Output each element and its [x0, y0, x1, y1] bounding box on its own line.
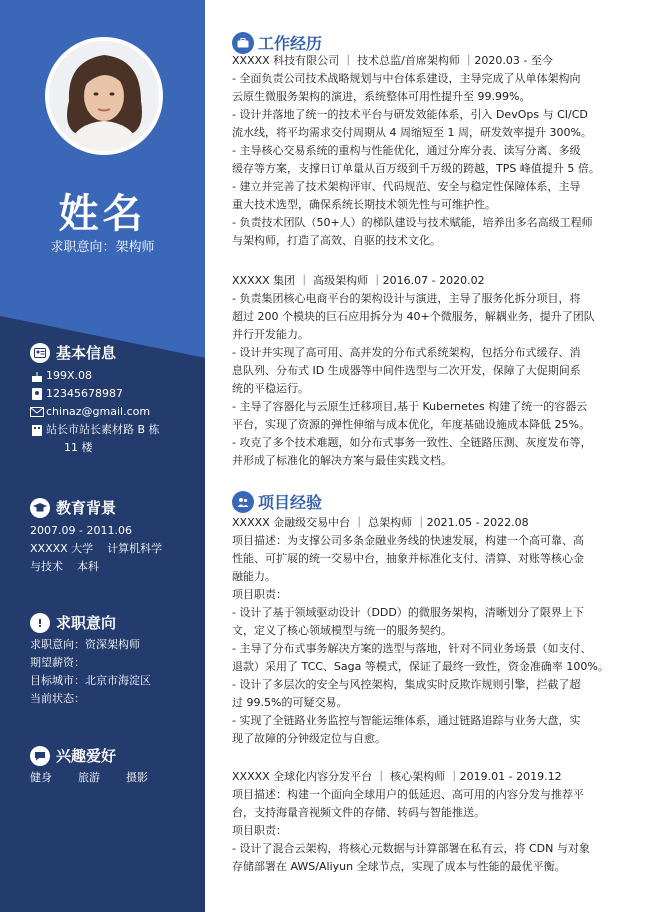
job-line: - 主导核心交易系统的重构与性能优化，通过分库分表、读写分离、多级	[232, 144, 581, 157]
phone-icon	[30, 388, 44, 400]
education-title: 教育背景	[30, 497, 116, 518]
address-row: 站长市站长素材路 B 栋 11 楼	[30, 421, 160, 457]
sidebar	[0, 0, 205, 912]
project-line: 项目职责：	[232, 588, 287, 601]
project-line: - 实现了全链路业务监控与智能运维体系，通过链路追踪与业务大盘，实	[232, 714, 581, 727]
job-line: 云原生微服务架构的演进，系统整体可用性提升至 99.99%。	[232, 90, 531, 103]
job-header: XXXXX 集团 ｜ 高级架构师 ｜2016.07 - 2020.02	[232, 274, 485, 287]
email-row: chinaz@gmail.com	[30, 403, 160, 421]
project-line: 过 99.5%的可疑交易。	[232, 696, 348, 709]
chat-bubble-icon	[30, 746, 50, 766]
project-line: 项目职责：	[232, 824, 287, 837]
job-line: 并行开发能力。	[232, 328, 309, 341]
job-line: 流水线，将平均需求交付周期从 4 周缩短至 1 周，研发效率提升 300%。	[232, 126, 592, 139]
education-details: 2007.09 - 2011.06 XXXXX 大学 计算机科学 与技术 本科	[30, 524, 163, 573]
birth-row: 199X.08	[30, 367, 160, 385]
job-line: 统的平稳运行。	[232, 382, 309, 395]
graduation-cap-icon	[30, 498, 50, 518]
hobby-item: 旅游	[78, 771, 100, 784]
project-line: 台，支持海量音视频文件的存储、转码与智能推送。	[232, 806, 485, 819]
job-entry-2	[232, 272, 618, 470]
job-intent-details: 求职意向：资深架构师 期望薪资： 目标城市：北京市海淀区 当前状态：	[30, 638, 151, 705]
hobby-item: 健身	[30, 771, 52, 784]
phone-row: 12345678987	[30, 385, 160, 403]
project-line: 项目描述：构建一个面向全球用户的低延迟、高可用的内容分发与推荐平	[232, 788, 584, 801]
job-line: - 主导了容器化与云原生迁移项目,基于 Kubernetes 构建了统一的容器云	[232, 400, 588, 413]
cake-icon	[30, 370, 44, 382]
basic-info-title: 基本信息	[30, 342, 116, 363]
project-line: - 设计了混合云架构，将核心元数据与计算部署在私有云，将 CDN 与对象	[232, 842, 590, 855]
mail-icon	[30, 406, 44, 418]
people-icon	[232, 491, 254, 513]
briefcase-icon	[232, 32, 254, 54]
project-line: 退款）采用了 TCC、Saga 等模式，保证了最终一致性，资金准确率 100%。	[232, 660, 609, 673]
project-header: XXXXX 金融级交易中台 ｜ 总架构师 ｜2021.05 - 2022.08	[232, 516, 529, 529]
hobbies-title: 兴趣爱好	[30, 745, 116, 766]
job-line: 并形成了标准化的解决方案与最佳实践文档。	[232, 454, 452, 467]
job-line: 与架构师，打造了高效、自驱的技术文化。	[232, 234, 441, 247]
project-header: XXXXX 全球化内容分发平台 ｜ 核心架构师 ｜2019.01 - 2019.12	[232, 770, 562, 783]
job-line: - 负责集团核心电商平台的架构设计与演进，主导了服务化拆分项目，将	[232, 292, 581, 305]
job-line: - 负责技术团队（50+人）的梯队建设与技术赋能，培养出多名高级工程师	[232, 216, 593, 229]
job-line: 重大技术选型，确保系统长期技术领先性与可维护性。	[232, 198, 496, 211]
hobby-item: 摄影	[126, 771, 148, 784]
job-line: - 设计并实现了高可用、高并发的分布式系统架构，包括分布式缓存、消	[232, 346, 581, 359]
project-line: 文，定义了核心领域模型与统一的服务契约。	[232, 624, 452, 637]
work-experience-title: 工作经历	[232, 31, 322, 54]
project-line: - 主导了分布式事务解决方案的选型与落地，针对不同业务场景（如支付、	[232, 642, 592, 655]
job-entry-1	[232, 52, 618, 250]
project-line: 性能、可扩展的统一交易中台，抽象并标准化支付、清算、对账等核心金	[232, 552, 584, 565]
job-line: 缓存等方案，支撑日订单量从百万级到千万级的跨越，TPS 峰值提升 5 倍。	[232, 162, 600, 175]
basic-info-list	[30, 367, 160, 457]
job-line: 超过 200 个模块的巨石应用拆分为 40+个微服务，解耦业务，提升了团队	[232, 310, 595, 323]
job-line: 平台，实现了资源的弹性伸缩与成本优化，年度基础设施成本降低 25%。	[232, 418, 590, 431]
project-line: 融能力。	[232, 570, 276, 583]
job-line: - 建立并完善了技术架构评审、代码规范、安全与稳定性保障体系，主导	[232, 180, 581, 193]
project-experience-title: 项目经验	[232, 490, 322, 513]
hobbies-list	[30, 769, 148, 787]
project-line: - 设计了基于领域驱动设计（DDD）的微服务架构，清晰划分了限界上下	[232, 606, 584, 619]
info-icon	[30, 613, 50, 633]
job-line: 息队列、分布式 ID 生成器等中间件选型与二次开发，保障了大促期间系	[232, 364, 581, 377]
avatar	[45, 37, 163, 155]
job-line: - 攻克了多个技术难题，如分布式事务一致性、全链路压测、灰度发布等，	[232, 436, 592, 449]
candidate-name: 姓名	[58, 191, 147, 237]
project-entry-1	[232, 514, 618, 748]
job-line: - 全面负责公司技术战略规划与中台体系建设，主导完成了从单体架构向	[232, 72, 581, 85]
job-intent-headline: 求职意向：架构师	[50, 240, 155, 255]
project-line: - 设计了多层次的安全与风控架构，集成实时反欺诈规则引擎，拦截了超	[232, 678, 581, 691]
building-icon	[30, 424, 44, 436]
project-line: 存储部署在 AWS/Aliyun 全球节点，实现了成本与性能的最优平衡。	[232, 860, 566, 873]
job-line: - 设计并落地了统一的技术平台与研发效能体系，引入 DevOps 与 CI/CD	[232, 108, 588, 121]
job-intent-title: 求职意向	[30, 612, 116, 633]
job-header: XXXXX 科技有限公司 ｜ 技术总监/首席架构师 ｜2020.03 - 至今	[232, 54, 553, 67]
id-card-icon	[30, 343, 50, 363]
project-line: 项目描述：为支撑公司多条金融业务线的快速发展，构建一个高可靠、高	[232, 534, 584, 547]
project-entry-2	[232, 768, 618, 876]
project-line: 现了故障的分钟级定位与自愈。	[232, 732, 386, 745]
